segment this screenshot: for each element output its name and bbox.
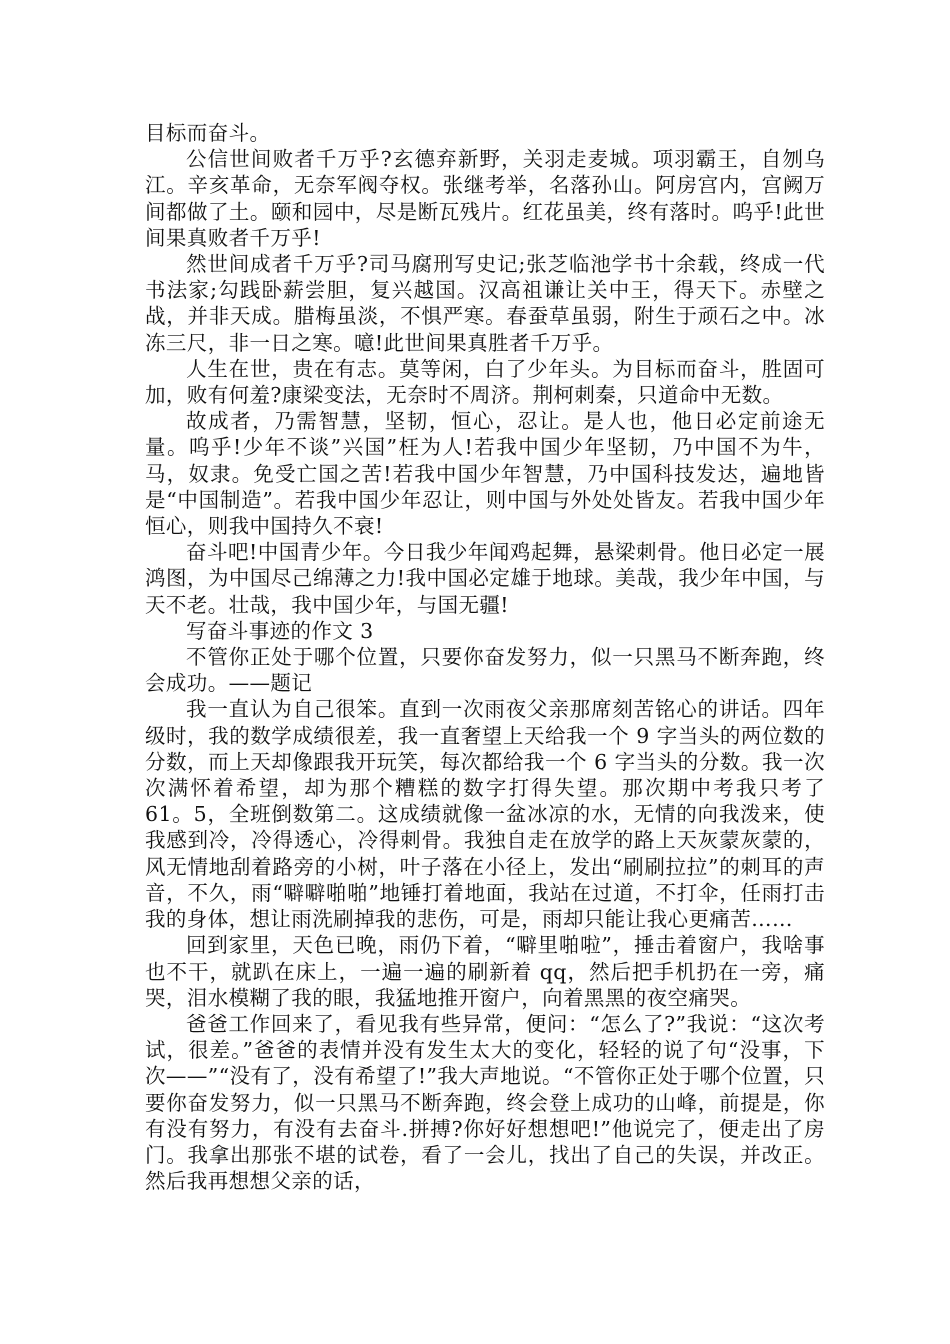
- paragraph-3: 然世间成者千万乎?司马腐刑写史记;张芝临池学书十余载，终成一代书法家;勾践卧薪尝胆，复兴越国。汉高祖谦让关中王，得天下。赤壁之战，并非天成。腊梅虽淡，不惧严寒。春蚕草虽弱，附生于顽石之中。冰冻三尺，非一日之寒。噫!此世间果真胜者千万乎。: [145, 252, 825, 355]
- section-heading: 写奋斗事迹的作文 3: [186, 618, 374, 643]
- paragraph-2: 公信世间败者千万乎?玄德弃新野，关羽走麦城。项羽霸王，自刎乌江。辛亥革命，无奈军阀夺权。张继考举，名落孙山。阿房宫内，宫阙万间都做了土。颐和园中，尽是断瓦残片。红花虽美，终有落时。呜乎!此世间果真败者千万乎!: [145, 147, 825, 250]
- paragraph-1: 目标而奋斗。: [145, 121, 271, 145]
- article-body: [145, 120, 825, 1194]
- paragraph-5: 故成者，乃需智慧，坚韧，恒心，忍让。是人也，他日必定前途无量。呜乎!少年不谈”兴国”枉为人!若我中国少年坚韧，乃中国不为牛，马，奴隶。免受亡国之苦!若我中国少年智慧，乃中国科技发达，遍地皆是“中国制造”。若我中国少年忍让，则中国与外处处皆友。若我中国少年恒心，则我中国持久不衰!: [145, 409, 825, 539]
- paragraph-9: 我一直认为自己很笨。直到一次雨夜父亲那席刻苦铭心的讲话。四年级时，我的数学成绩很差，我一直奢望上天给我一个 9 字当头的两位数的分数，而上天却像跟我开玩笑，每次都给我一个 6 字当头的分数。我一次次满怀着希望，却为那个糟糕的数字打得失望。那次期中考我只考了 61。5，全班倒数第二。这成绩就像一盆冰凉的水，无情的向我泼来，使我感到冷，冷得透心，冷得刺骨。我独自走在放学的路上天灰蒙灰蒙的，风无情地刮着路旁的小树，叶子落在小径上，发出“刷刷拉拉”的刺耳的声音，不久，雨“噼噼啪啪”地锤打着地面，我站在过道，不打伞，任雨打击我的身体，想让雨洗刷掉我的悲伤，可是，雨却只能让我心更痛苦……: [145, 697, 825, 932]
- paragraph-10: 回到家里，天色已晚，雨仍下着，“噼里啪啦”，捶击着窗户，我啥事也不干，就趴在床上，一遍一遍的刷新着 qq，然后把手机扔在一旁，痛哭，泪水模糊了我的眼，我猛地推开窗户，向着黑黑的夜空痛哭。: [145, 933, 825, 1010]
- epigraph: 不管你正处于哪个位置，只要你奋发努力，似一只黑马不断奔跑，终会成功。——题记: [145, 645, 825, 696]
- paragraph-4: 人生在世，贵在有志。莫等闲，白了少年头。为目标而奋斗，胜固可加，败有何羞?康梁变法，无奈时不周济。荆柯刺秦，只道命中无数。: [145, 356, 825, 408]
- paragraph-11: 爸爸工作回来了，看见我有些异常，便问：“怎么了?”我说：“这次考试，很差。”爸爸的表情并没有发生太大的变化，轻轻的说了句“没事，下次——”“没有了，没有希望了!”我大声地说。“不管你正处于哪个位置，只要你奋发努力，似一只黑马不断奔跑，终会登上成功的山峰，前提是，你有没有努力，有没有去奋斗.拼搏?你好好想想吧!”他说完了，便走出了房门。我拿出那张不堪的试卷，看了一会儿，找出了自己的失误，并改正。然后我再想想父亲的话，: [145, 1011, 825, 1194]
- paragraph-6: 奋斗吧!中国青少年。今日我少年闻鸡起舞，悬梁刺骨。他日必定一展鸿图，为中国尽己绵薄之力!我中国必定雄于地球。美哉，我少年中国，与天不老。壮哉，我中国少年，与国无疆!: [145, 540, 825, 617]
